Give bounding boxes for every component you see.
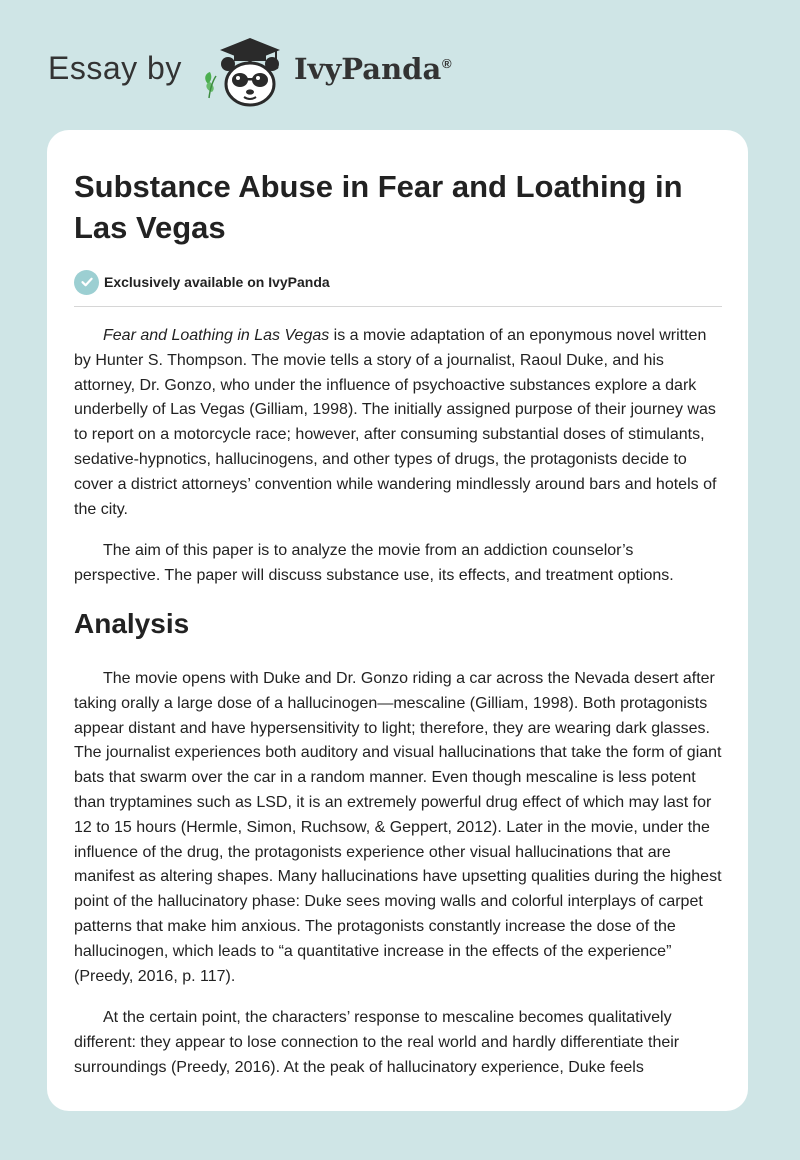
exclusive-text: Exclusively available on IvyPanda: [104, 274, 330, 290]
essay-by-label: Essay by: [48, 50, 182, 86]
ivy-leaf-icon: [205, 72, 216, 98]
intro-paragraph-1-text: is a movie adaptation of an eponymous novel written by Hunter S. Thompson. The movie tells a story of a journalist, Raoul Duke, and his attorney, Dr. Gonzo, who under the influence of psychoactive substances explore a dark underbelly of Las Vegas (Gilliam, 1998). The initially assigned purpose of their journey was to report on a motorcycle race; however, after consuming substantial doses of stimulants, sedative-hypnotics, hallucinogens, and other types of drugs, the protagonists decide to cover a district attorneys’ convention while wandering mindlessly around bars and hotels of the city.: [74, 327, 717, 518]
essay-title: Substance Abuse in Fear and Loathing in Las Vegas: [74, 169, 683, 245]
brand-name[interactable]: IvyPanda: [294, 52, 442, 86]
site-header: [0, 0, 800, 130]
movie-title: Fear and Loathing in Las Vegas: [103, 327, 330, 344]
analysis-heading: Analysis: [74, 607, 190, 639]
intro-paragraph-1: [74, 324, 722, 522]
intro-paragraph-2: The aim of this paper is to analyze the movie from an addiction counselor’s perspective. The paper will discuss substance use, its effects, and treatment options.: [74, 542, 674, 585]
analysis-paragraph-2: At the certain point, the characters’ response to mescaline becomes qualitatively different: they appear to lose connection to the real world and hardly differentiate their surroundings (Preedy, 2016). At the peak of hallucinatory experience, Duke feels: [74, 1009, 680, 1076]
panda-graduate-icon[interactable]: [198, 34, 288, 110]
exclusive-badge: [74, 269, 722, 295]
title-divider: [74, 306, 722, 307]
analysis-paragraph-1: The movie opens with Duke and Dr. Gonzo riding a car across the Nevada desert after taking orally a large dose of a hallucinogen—mescaline (Gilliam, 1998). Both protagonists appear distant and have hypersensitivity to light; therefore, they are wearing dark glasses. The journalist experiences both auditory and visual hallucinations that take the form of giant bats that swarm over the car in a random manner. Even though mescaline is less potent than tryptamines such as LSD, it is an extremely powerful drug effect of which may last for 12 to 15 hours (Hermle, Simon, Ruchsow, & Geppert, 2012). Later in the movie, under the influence of the drug, the protagonists experience other visual hallucinations that are manifest as altering shapes. Many hallucinations have upsetting qualities during the highest point of the hallucinatory phase: Duke sees moving walls and colorful interplays of carpet patterns that make him anxious. The protagonists constantly increase the dose of the hallucinogen, which leads to “a quantitative increase in the effects of the experience” (Preedy, 2016, p. 117).: [74, 669, 722, 985]
check-icon: [74, 270, 99, 295]
registered-mark: ®: [442, 56, 452, 71]
essay-card: [47, 130, 748, 1111]
